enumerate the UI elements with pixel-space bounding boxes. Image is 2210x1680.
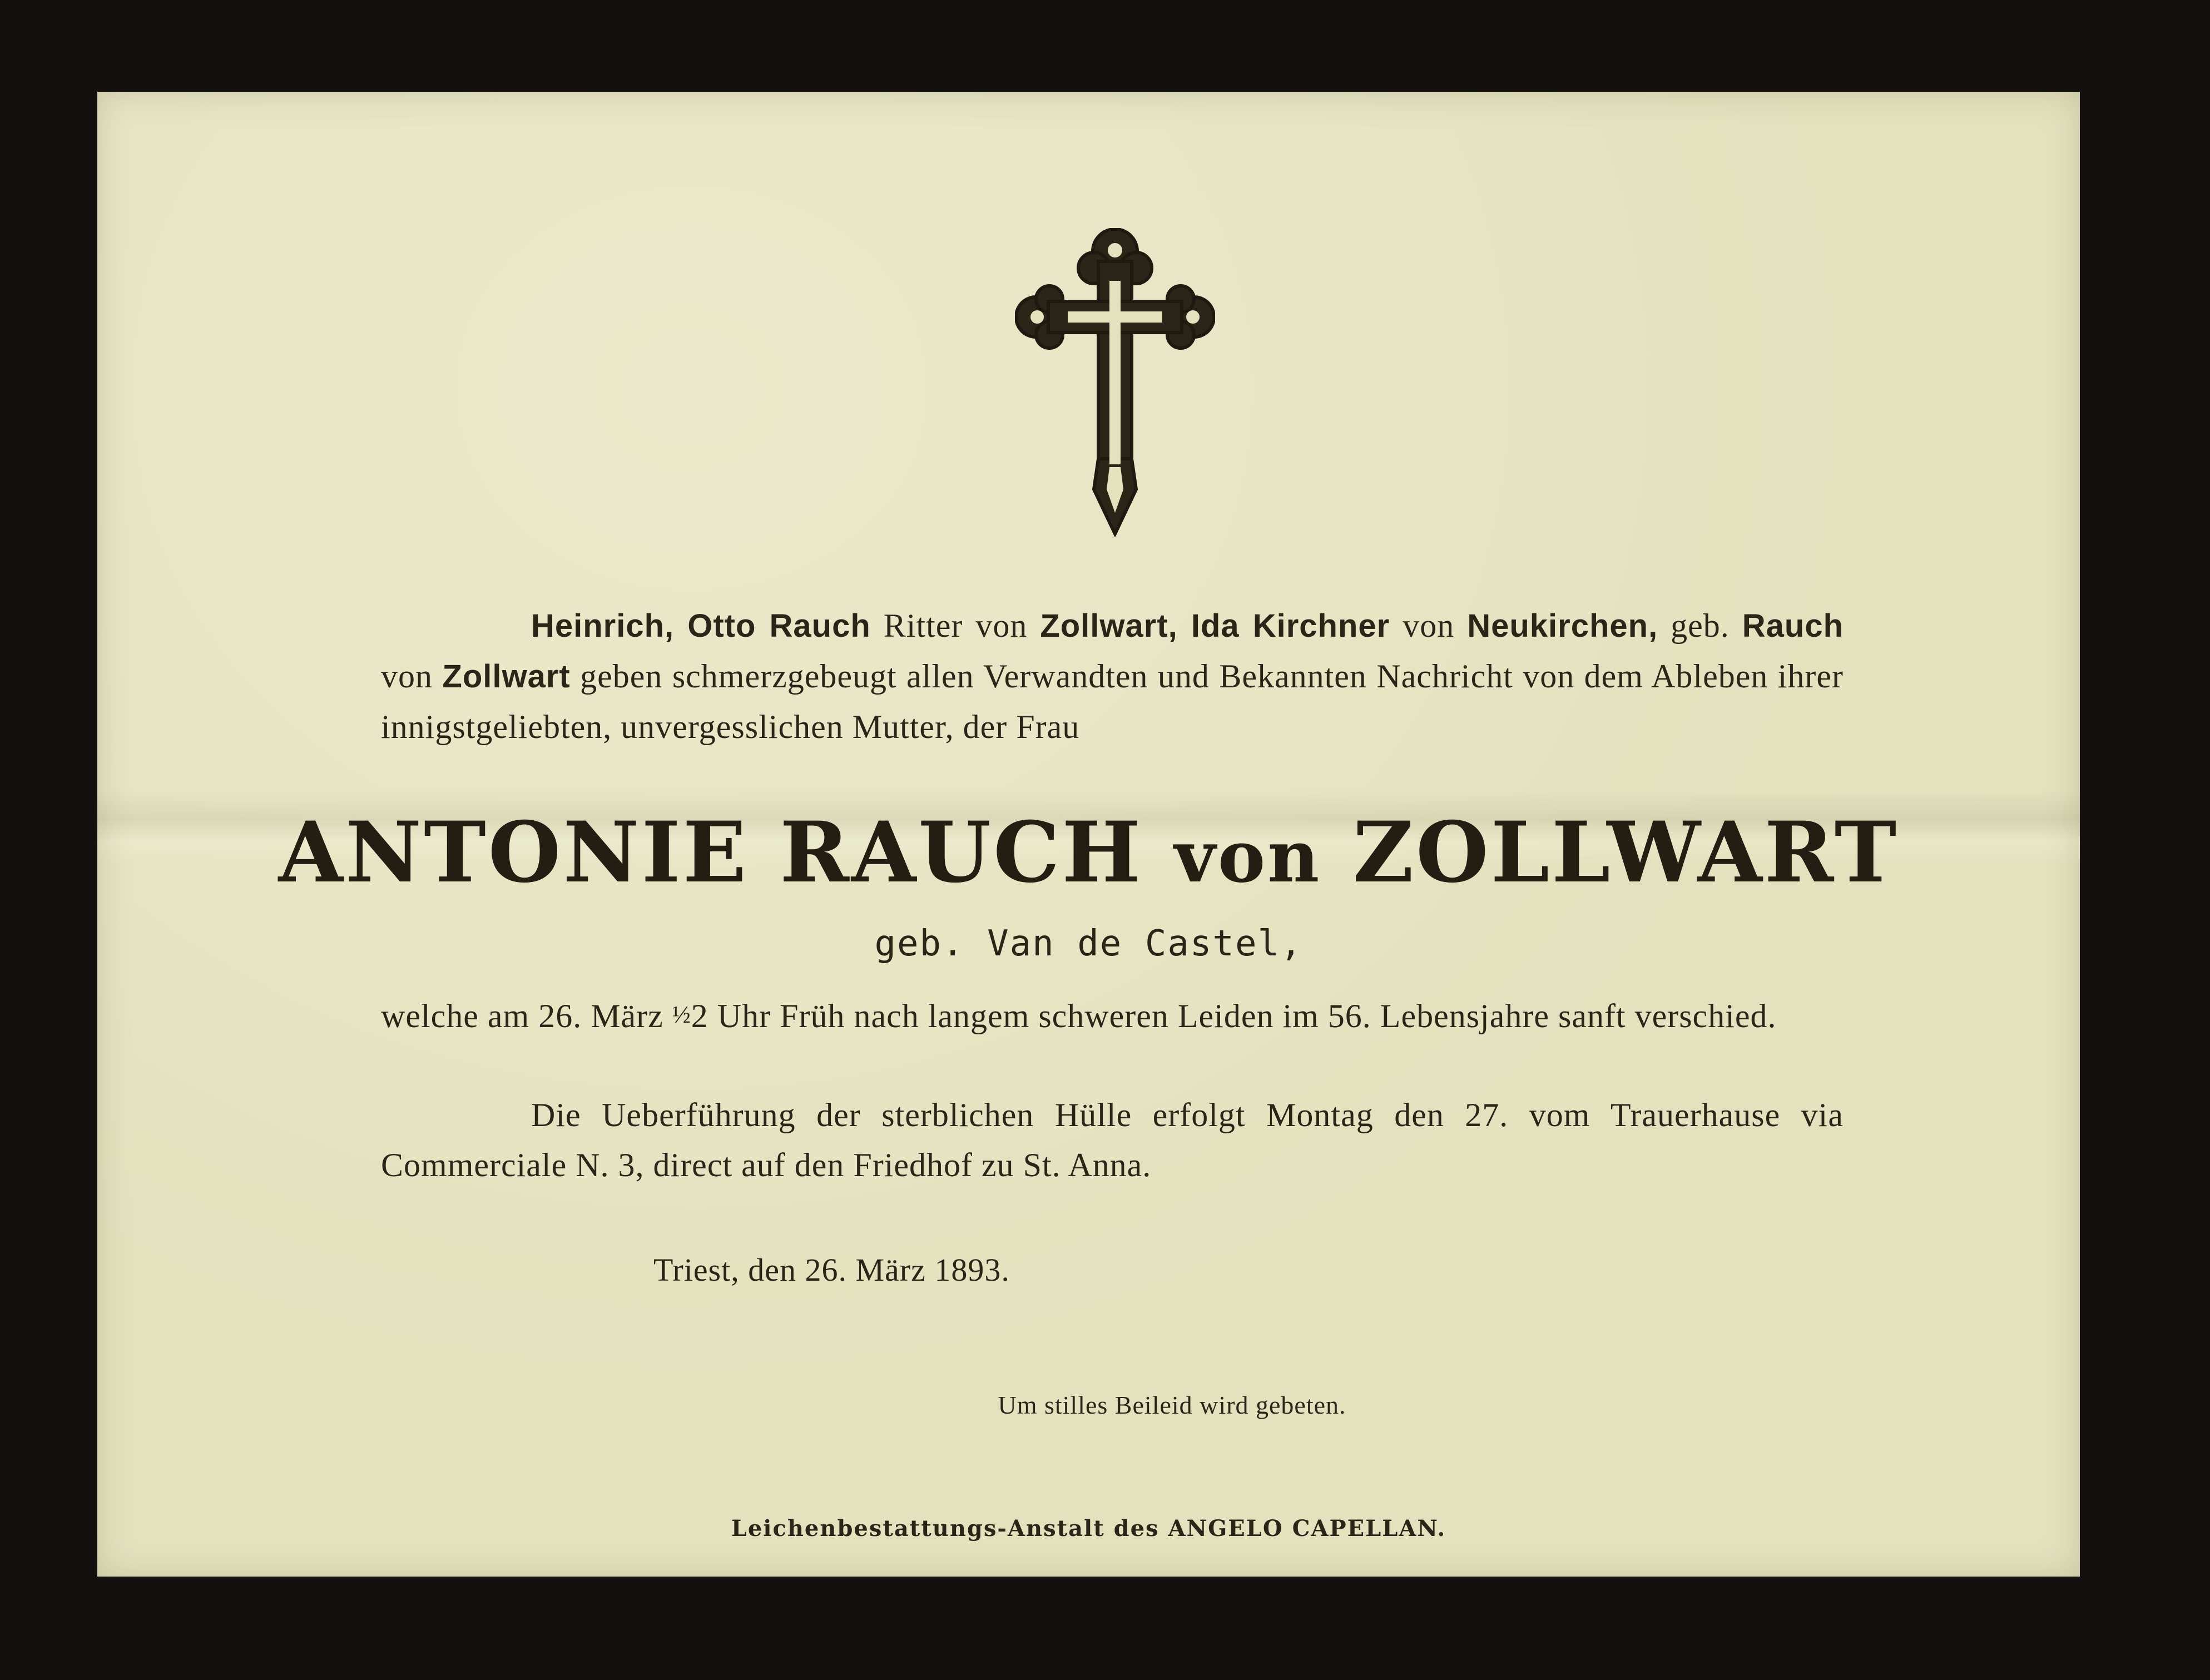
mourner-names-2: Zollwart, Ida Kirchner	[1040, 608, 1390, 644]
mourner-names-1: Heinrich, Otto Rauch	[531, 608, 871, 644]
deceased-name-particle: von	[1174, 815, 1322, 899]
mourner-names-5: Zollwart	[442, 658, 571, 695]
death-paragraph	[381, 990, 1844, 1041]
deceased-name-part: ANTONIE RAUCH	[278, 804, 1143, 901]
announcement-text: geben schmerzgebeugt allen Verwandten und Bekannten Nachricht von dem Ableben ihrer innigstgeliebten, unvergesslichen Mutter, der Frau	[381, 658, 1844, 745]
deceased-name-part: ZOLLWART	[1352, 804, 1899, 901]
text-fragment: welche am 26. März	[381, 998, 672, 1034]
transfer-text: Die Ueberführung der sterblichen Hülle erfolgt Montag den 27. vom Trauerhause via Commerciale N. 3, direct auf den Friedhof zu St. Anna.	[381, 1097, 1844, 1183]
time-fraction: ½	[672, 1001, 691, 1028]
transfer-paragraph	[381, 1090, 1844, 1190]
mourner-names-3: Neukirchen,	[1467, 608, 1658, 644]
undertaker-footer: Leichenbestattungs-Anstalt des ANGELO CAPELLAN.	[731, 1515, 1446, 1542]
place-date: Triest, den 26. März 1893.	[653, 1252, 1010, 1288]
ornamental-cross-icon	[1015, 228, 1215, 537]
text-fragment: von	[1390, 607, 1468, 644]
birth-name: geb. Van de Castel,	[874, 923, 1303, 964]
deceased-name	[97, 804, 2080, 901]
text-fragment: von	[381, 658, 443, 695]
condolence-note: Um stilles Beileid wird gebeten.	[998, 1391, 1346, 1419]
mourner-names-4: Rauch	[1742, 608, 1844, 644]
announcement-paragraph	[381, 601, 1844, 752]
text-fragment: geb.	[1658, 607, 1742, 644]
death-notice-sheet	[97, 92, 2080, 1577]
text-fragment: 2 Uhr Früh nach langem schweren Leiden im 56. Lebensjahre sanft verschied.	[691, 998, 1777, 1034]
text-fragment: Ritter von	[870, 607, 1040, 644]
